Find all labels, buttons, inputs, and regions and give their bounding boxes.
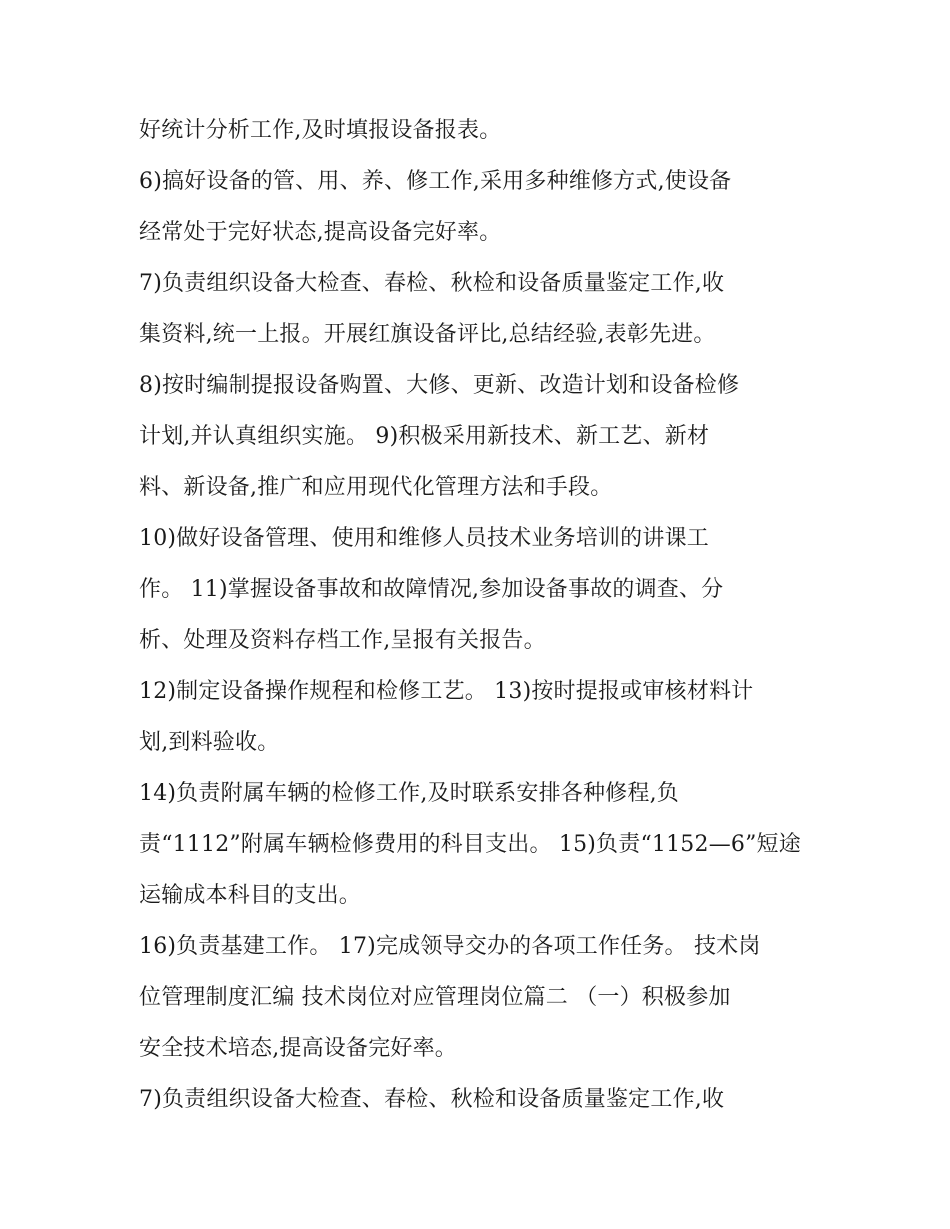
text-line: 7)负责组织设备大检查、春检、秋检和设备质量鉴定工作,收: [139, 271, 725, 296]
text-line: 析、处理及资料存档工作,呈报有关报告。: [139, 628, 546, 653]
text-line: 划,到料验收。: [139, 730, 280, 755]
text-line: 8)按时编制提报设备购置、大修、更新、改造计划和设备检修: [139, 373, 740, 398]
document-body: [139, 105, 819, 1125]
text-line: 16)负责基建工作。 17)完成领导交办的各项工作任务。 技术岗: [139, 934, 761, 959]
text-line: 7)负责组织设备大检查、春检、秋检和设备质量鉴定工作,收: [139, 1087, 725, 1112]
text-line: 责“1112”附属车辆检修费用的科目支出。 15)负责“1152—6”短途: [139, 832, 801, 857]
text-line: 位管理制度汇编 技术岗位对应管理岗位篇二 （一）积极参加: [139, 985, 731, 1010]
text-line: 集资料,统一上报。开展红旗设备评比,总结经验,表彰先进。: [139, 322, 716, 347]
text-line: 运输成本科目的支出。: [139, 883, 362, 908]
text-line: 10)做好设备管理、使用和维修人员技术业务培训的讲课工: [139, 526, 709, 551]
text-line: 经常处于完好状态,提高设备完好率。: [139, 220, 502, 245]
text-line: 6)搞好设备的管、用、养、修工作,采用多种维修方式,使设备: [139, 169, 732, 194]
text-line: 12)制定设备操作规程和检修工艺。 13)按时提报或审核材料计: [139, 679, 754, 704]
text-line: 安全技术培态,提高设备完好率。: [139, 1036, 457, 1061]
text-line: 作。 11)掌握设备事故和故障情况,参加设备事故的调查、分: [139, 577, 724, 602]
text-line: 好统计分析工作,及时填报设备报表。: [139, 118, 502, 143]
text-line: 14)负责附属车辆的检修工作,及时联系安排各种修程,负: [139, 781, 679, 806]
text-line: 计划,并认真组织实施。 9)积极采用新技术、新工艺、新材: [139, 424, 710, 449]
text-line: 料、新设备,推广和应用现代化管理方法和手段。: [139, 475, 613, 500]
